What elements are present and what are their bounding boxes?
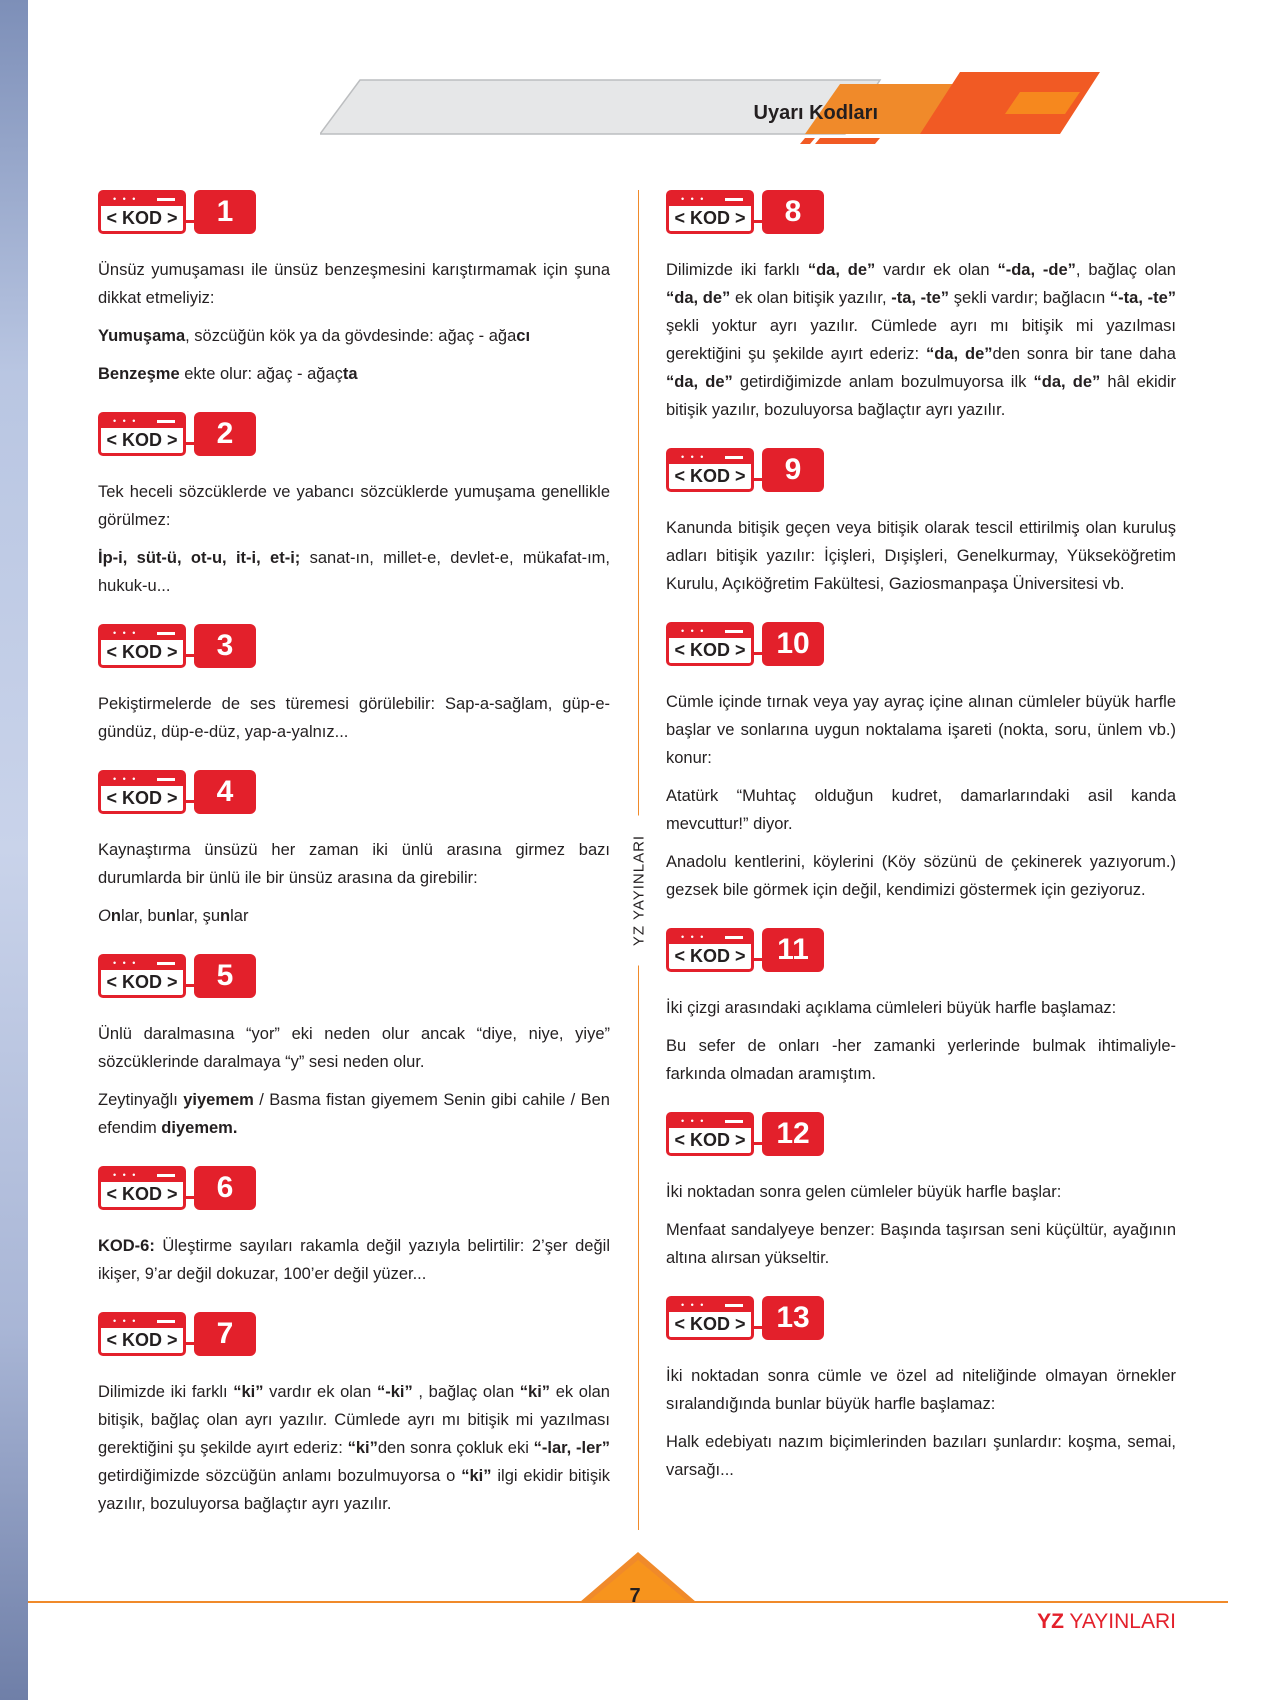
kod-label: < KOD > xyxy=(106,1184,178,1204)
code-section-10 xyxy=(666,622,1176,904)
paragraph: Halk edebiyatı nazım biçimlerinden bazıları şunlardır: koşma, semai, varsağı... xyxy=(666,1433,1176,1479)
kod-number: 4 xyxy=(194,770,256,814)
kod-badge xyxy=(98,1166,610,1212)
kod-window-icon: • • • < KOD > xyxy=(666,1112,754,1156)
kod-number: 7 xyxy=(194,1312,256,1356)
paragraph: İki noktadan sonra cümle ve özel ad niteliğinde olmayan örnekler sıralandığında bunlar büyük harfle başlamaz: xyxy=(666,1367,1176,1413)
vertical-publisher-label: YZ YAYINLARI xyxy=(626,820,652,970)
kod-label: < KOD > xyxy=(674,208,746,228)
kod-window-icon: • • • < KOD > xyxy=(98,1166,186,1210)
kod-label: < KOD > xyxy=(106,972,178,992)
kod-number: 8 xyxy=(762,190,824,234)
kod-number: 2 xyxy=(194,412,256,456)
kod-badge xyxy=(666,1112,1176,1158)
kod-label: < KOD > xyxy=(674,640,746,660)
kod-label: < KOD > xyxy=(106,642,178,662)
code-section-3 xyxy=(98,624,610,746)
paragraph: Kanunda bitişik geçen veya bitişik olarak tescil ettirilmiş olan kuruluş adları bitişik yazılır: İçişleri, Dışişleri, Genelkurmay, Yükseköğretim Kurulu, Açıköğretim Fakültesi, Gaziosmanpaşa Üniversitesi vb. xyxy=(666,519,1176,593)
paragraph: Kaynaştırma ünsüzü her zaman iki ünlü arasına girmez bazı durumlarda bir ünlü ile bir ünsüz arasına da girebilir: xyxy=(98,841,610,887)
kod-badge xyxy=(98,770,610,816)
code-section-12 xyxy=(666,1112,1176,1272)
kod-label: < KOD > xyxy=(106,430,178,450)
paragraph: İp-i, süt-ü, ot-u, it-i, et-i; sanat-ın, millet-e, devlet-e, mükafat-ım, hukuk-u... xyxy=(98,549,610,595)
kod-window-icon: • • • < KOD > xyxy=(666,190,754,234)
kod-window-icon: • • • < KOD > xyxy=(98,770,186,814)
paragraph: Pekiştirmelerde de ses türemesi görülebilir: Sap-a-sağlam, güp-e-gündüz, düp-e-düz, yap-a-yalnız... xyxy=(98,695,610,741)
kod-badge xyxy=(98,1312,610,1358)
kod-label: < KOD > xyxy=(674,946,746,966)
kod-label: < KOD > xyxy=(674,466,746,486)
kod-window-icon: • • • < KOD > xyxy=(666,448,754,492)
paragraph: Atatürk “Muhtaç olduğun kudret, damarlarındaki asil kanda mevcuttur!” diyor. xyxy=(666,787,1176,833)
code-section-5 xyxy=(98,954,610,1142)
kod-badge xyxy=(666,928,1176,974)
kod-badge xyxy=(98,412,610,458)
paragraph: Dilimizde iki farklı “ki” vardır ek olan “-ki” , bağlaç olan “ki” ek olan bitişik, bağlaç olan ayrı yazılır. Cümlede ayrı mı bitişik mi yazılması gerektiğini şu şekilde ayırt ederiz: “ki”den sonra çokluk eki “-lar, -ler” getirdiğimizde sözcüğün anlamı bozulmuyorsa o “ki” ilgi ekidir bitişik yazılır, bozuluyorsa bağlaçtır ayrı yazılır. xyxy=(98,1383,610,1513)
kod-badge xyxy=(666,622,1176,668)
kod-badge xyxy=(98,624,610,670)
paragraph: Ünlü daralmasına “yor” eki neden olur ancak “diye, niye, yiye” sözcüklerinde daralmaya “y” sesi neden olur. xyxy=(98,1025,610,1071)
paragraph: Zeytinyağlı yiyemem / Basma fistan giyemem Senin gibi cahile / Ben efendim diyemem. xyxy=(98,1091,610,1137)
page-number: 7 xyxy=(629,1585,641,1607)
kod-window-icon: • • • < KOD > xyxy=(666,1296,754,1340)
paragraph: Benzeşme ekte olur: ağaç - ağaçta xyxy=(98,365,358,383)
kod-label: < KOD > xyxy=(106,1330,178,1350)
code-section-6 xyxy=(98,1166,610,1288)
kod-label: < KOD > xyxy=(674,1314,746,1334)
page-header xyxy=(320,72,1180,162)
kod-number: 10 xyxy=(762,622,824,666)
left-side-strip xyxy=(0,0,28,1700)
kod-number: 6 xyxy=(194,1166,256,1210)
kod-window-icon: • • • < KOD > xyxy=(666,622,754,666)
kod-number: 9 xyxy=(762,448,824,492)
left-column xyxy=(98,190,610,1542)
kod-number: 12 xyxy=(762,1112,824,1156)
kod-number: 13 xyxy=(762,1296,824,1340)
kod-window-icon: • • • < KOD > xyxy=(98,190,186,234)
kod-label: < KOD > xyxy=(106,788,178,808)
paragraph: Ünsüz yumuşaması ile ünsüz benzeşmesini karıştırmamak için şuna dikkat etmeliyiz: xyxy=(98,261,610,307)
paragraph: Anadolu kentlerini, köylerini (Köy sözünü de çekinerek yazıyorum.) gezsek bile görmek için değil, kendimizi göstermek için geziyoruz. xyxy=(666,853,1176,899)
code-section-7 xyxy=(98,1312,610,1518)
paragraph: İki noktadan sonra gelen cümleler büyük harfle başlar: xyxy=(666,1183,1062,1201)
kod-window-icon: • • • < KOD > xyxy=(98,412,186,456)
paragraph: Menfaat sandalyeye benzer: Başında taşırsan seni küçültür, ayağının altına alırsan yükseltir. xyxy=(666,1221,1176,1267)
kod-window-icon: • • • < KOD > xyxy=(666,928,754,972)
code-section-1 xyxy=(98,190,610,388)
kod-number: 5 xyxy=(194,954,256,998)
kod-badge xyxy=(666,448,1176,494)
paragraph: İki çizgi arasındaki açıklama cümleleri büyük harfle başlamaz: xyxy=(666,999,1117,1017)
kod-number: 11 xyxy=(762,928,824,972)
kod-badge xyxy=(666,1296,1176,1342)
paragraph: Onlar, bunlar, şunlar xyxy=(98,907,249,925)
footer-brand: YZ YAYINLARI xyxy=(1037,1610,1176,1633)
code-section-13 xyxy=(666,1296,1176,1484)
kod-window-icon: • • • < KOD > xyxy=(98,1312,186,1356)
right-column xyxy=(666,190,1176,1508)
code-section-2 xyxy=(98,412,610,600)
paragraph: Cümle içinde tırnak veya yay ayraç içine alınan cümleler büyük harfle başlar ve sonlarına uygun noktalama işareti (nokta, soru, ünlem vb.) konur: xyxy=(666,693,1176,767)
kod-window-icon: • • • < KOD > xyxy=(98,624,186,668)
paragraph: Yumuşama, sözcüğün kök ya da gövdesinde: ağaç - ağacı xyxy=(98,327,531,345)
kod-number: 1 xyxy=(194,190,256,234)
page-title: Uyarı Kodları xyxy=(753,102,878,124)
kod-label: < KOD > xyxy=(106,208,178,228)
kod-label: < KOD > xyxy=(674,1130,746,1150)
paragraph: KOD-6: Üleştirme sayıları rakamla değil yazıyla belirtilir: 2’şer değil ikişer, 9’ar değil dokuzar, 100’er değil yüzer... xyxy=(98,1237,610,1283)
code-section-11 xyxy=(666,928,1176,1088)
kod-window-icon: • • • < KOD > xyxy=(98,954,186,998)
code-section-9 xyxy=(666,448,1176,598)
code-section-4 xyxy=(98,770,610,930)
paragraph: Dilimizde iki farklı “da, de” vardır ek olan “-da, -de”, bağlaç olan “da, de” ek olan bitişik yazılır, -ta, -te” şekli vardır; bağlacın “-ta, -te” şekli yoktur ayrı yazılır. Cümlede ayrı mı bitişik mi yazılması gerektiğini şu şekilde ayırt ederiz: “da, de”den sonra bir tane daha “da, de” getirdiğimizde anlam bozulmuyorsa ilk “da, de” hâl ekidir bitişik yazılır, bozuluyorsa bağlaçtır ayrı yazılır. xyxy=(666,261,1177,419)
kod-badge xyxy=(666,190,1176,236)
kod-number: 3 xyxy=(194,624,256,668)
kod-badge xyxy=(98,190,610,236)
code-section-8 xyxy=(666,190,1176,424)
paragraph: Tek heceli sözcüklerde ve yabancı sözcüklerde yumuşama genellikle görülmez: xyxy=(98,483,610,529)
paragraph: Bu sefer de onları -her zamanki yerlerinde bulmak ihtimaliyle- farkında olmadan aramıştım. xyxy=(666,1037,1176,1083)
kod-badge xyxy=(98,954,610,1000)
